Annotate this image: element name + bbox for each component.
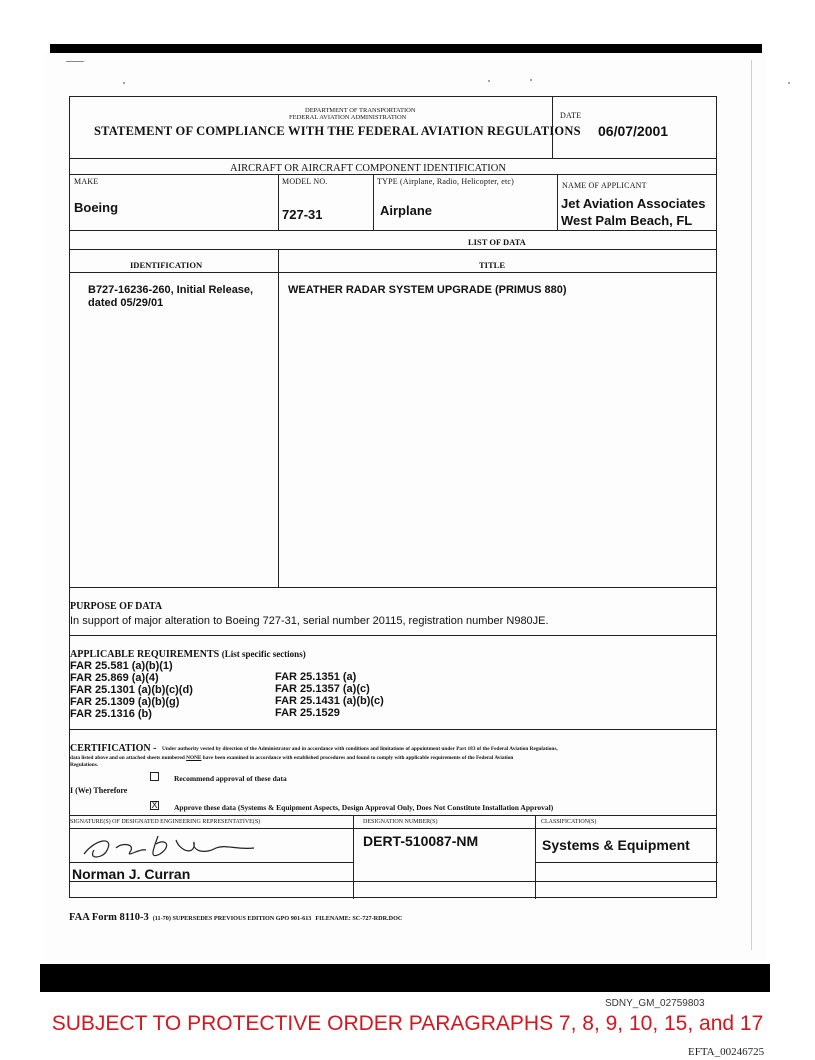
requirement-item: FAR 25.1529 xyxy=(275,707,340,719)
requirement-item: FAR 25.1351 (a) xyxy=(275,671,357,683)
classification-label: CLASSIFICATION(S) xyxy=(541,819,597,825)
rule xyxy=(278,174,279,230)
signature-label: SIGNATURE(S) OF DESIGNATED ENGINEERING REPRESENTATIVE(S) xyxy=(70,819,261,825)
requirements-left-column xyxy=(70,660,193,720)
sheets-numbered-value: NONE xyxy=(186,755,202,761)
requirement-item: FAR 25.1431 (a)(b)(c) xyxy=(275,695,384,707)
approve-option: Approve these data xyxy=(174,803,236,812)
make-label: MAKE xyxy=(74,177,99,186)
rule xyxy=(373,174,374,230)
requirement-item: FAR 25.1357 (a)(c) xyxy=(275,683,370,695)
requirements-label-note: (List specific sections) xyxy=(221,649,306,659)
certification-text-line-3: Regulations. xyxy=(70,762,99,768)
rule xyxy=(557,174,558,230)
approve-option-note: (Systems & Equipment Aspects, Design Approval Only, Does Not Constitute Installation Approval) xyxy=(237,803,554,812)
scan-speck xyxy=(488,80,490,82)
approve-data-checkbox[interactable]: X xyxy=(151,800,158,810)
requirement-item: FAR 25.1301 (a)(b)(c)(d) xyxy=(70,684,193,696)
designation-value: DERT-510087-NM xyxy=(363,833,479,849)
requirement-item: FAR 25.1309 (a)(b)(g) xyxy=(70,696,180,708)
rule xyxy=(70,249,716,250)
rule xyxy=(70,158,716,159)
form-note: (11-70) SUPERSEDES PREVIOUS EDITION GPO 901-613 xyxy=(152,915,312,922)
requirements-label-text: APPLICABLE REQUIREMENTS xyxy=(70,649,220,660)
type-label: TYPE (Airplane, Radio, Helicopter, etc) xyxy=(377,177,514,186)
rule xyxy=(70,729,716,730)
data-identification-line-2: dated 05/29/01 xyxy=(88,297,164,309)
applicant-line-1: Jet Aviation Associates xyxy=(561,196,706,211)
rule xyxy=(70,635,716,636)
dept-line-1: DEPARTMENT OF TRANSPORTATION xyxy=(305,107,416,114)
certification-text-2a: data listed above and on attached sheets numbered xyxy=(70,755,185,761)
scan-edge-line xyxy=(751,60,752,950)
title-column-header: TITLE xyxy=(479,260,505,270)
applicant-label: NAME OF APPLICANT xyxy=(562,181,647,190)
signer-name: Norman J. Curran xyxy=(72,866,191,882)
certification-text-line-1: Under authority vested by direction of the Administrator and in accordance with conditions and limitations of appointment under Part 183 of the Federal Aviation Regulations, xyxy=(162,746,558,752)
form-footer xyxy=(69,907,402,925)
designation-label: DESIGNATION NUMBER(S) xyxy=(363,819,438,825)
requirement-item: FAR 25.1316 (b) xyxy=(70,708,152,720)
efta-number: EFTA_00246725 xyxy=(688,1046,765,1058)
purpose-text: In support of major alteration to Boeing 727-31, serial number 20115, registration number N980JE. xyxy=(70,615,549,627)
protective-order-notice: SUBJECT TO PROTECTIVE ORDER PARAGRAPHS 7, 8, 9, 10, 15, and 17 xyxy=(51,1012,764,1035)
requirements-right-column xyxy=(275,671,384,719)
scan-bottom-bar xyxy=(40,964,770,992)
certification-text-line-2 xyxy=(70,755,513,761)
date-value: 06/07/2001 xyxy=(598,123,669,139)
scan-speck xyxy=(530,79,532,81)
dept-line-2: FEDERAL AVIATION ADMINISTRATION xyxy=(289,114,407,121)
rule xyxy=(70,828,716,829)
identification-section-title: AIRCRAFT OR AIRCRAFT COMPONENT IDENTIFICATION xyxy=(230,163,506,174)
rule xyxy=(552,97,553,158)
model-label: MODEL NO. xyxy=(282,177,328,186)
rule xyxy=(70,862,353,863)
type-value: Airplane xyxy=(380,203,433,218)
certification-label: CERTIFICATION - xyxy=(70,743,157,754)
faa-form-8110-3 xyxy=(69,96,717,898)
rule xyxy=(70,881,716,882)
requirement-item: FAR 25.581 (a)(b)(1) xyxy=(70,660,173,672)
recommend-approval-checkbox[interactable] xyxy=(150,772,159,781)
rule xyxy=(70,272,716,273)
date-label: DATE xyxy=(560,111,582,120)
model-value: 727-31 xyxy=(282,207,323,222)
rule xyxy=(70,587,716,588)
rule xyxy=(535,862,718,863)
data-title-value: WEATHER RADAR SYSTEM UPGRADE (PRIMUS 880) xyxy=(288,284,567,296)
rule xyxy=(278,249,279,587)
rule xyxy=(70,230,716,231)
identification-column-header: IDENTIFICATION xyxy=(130,260,203,270)
scan-speck xyxy=(123,82,125,84)
rule xyxy=(70,174,716,175)
scan-speck xyxy=(788,82,790,84)
classification-value: Systems & Equipment xyxy=(542,837,690,853)
rule xyxy=(70,815,716,816)
approve-data-label xyxy=(174,803,553,812)
list-of-data-title: LIST OF DATA xyxy=(468,237,526,247)
form-title: STATEMENT OF COMPLIANCE WITH THE FEDERAL AVIATION REGULATIONS xyxy=(94,124,581,138)
make-value: Boeing xyxy=(74,200,119,215)
data-identification-line-1: B727-16236-260, Initial Release, xyxy=(88,284,254,296)
form-filename: FILENAME: SC-727-RDR.DOC xyxy=(315,915,403,922)
therefore-label: I (We) Therefore xyxy=(70,786,128,795)
form-name: FAA Form 8110-3 xyxy=(69,912,149,923)
recommend-approval-label: Recommend approval of these data xyxy=(174,774,287,783)
purpose-label: PURPOSE OF DATA xyxy=(70,601,163,612)
applicant-line-2: West Palm Beach, FL xyxy=(561,213,693,228)
requirements-label xyxy=(70,649,306,660)
scan-top-bar xyxy=(50,44,762,53)
handwritten-signature xyxy=(76,830,276,862)
requirement-item: FAR 25.869 (a)(4) xyxy=(70,672,159,684)
bates-number: SDNY_GM_02759803 xyxy=(605,998,705,1009)
certification-text-2b: have been examined in accordance with established procedures and found to comply with applicable requirements of the Federal Aviation xyxy=(202,755,514,761)
scan-speck xyxy=(66,61,84,62)
